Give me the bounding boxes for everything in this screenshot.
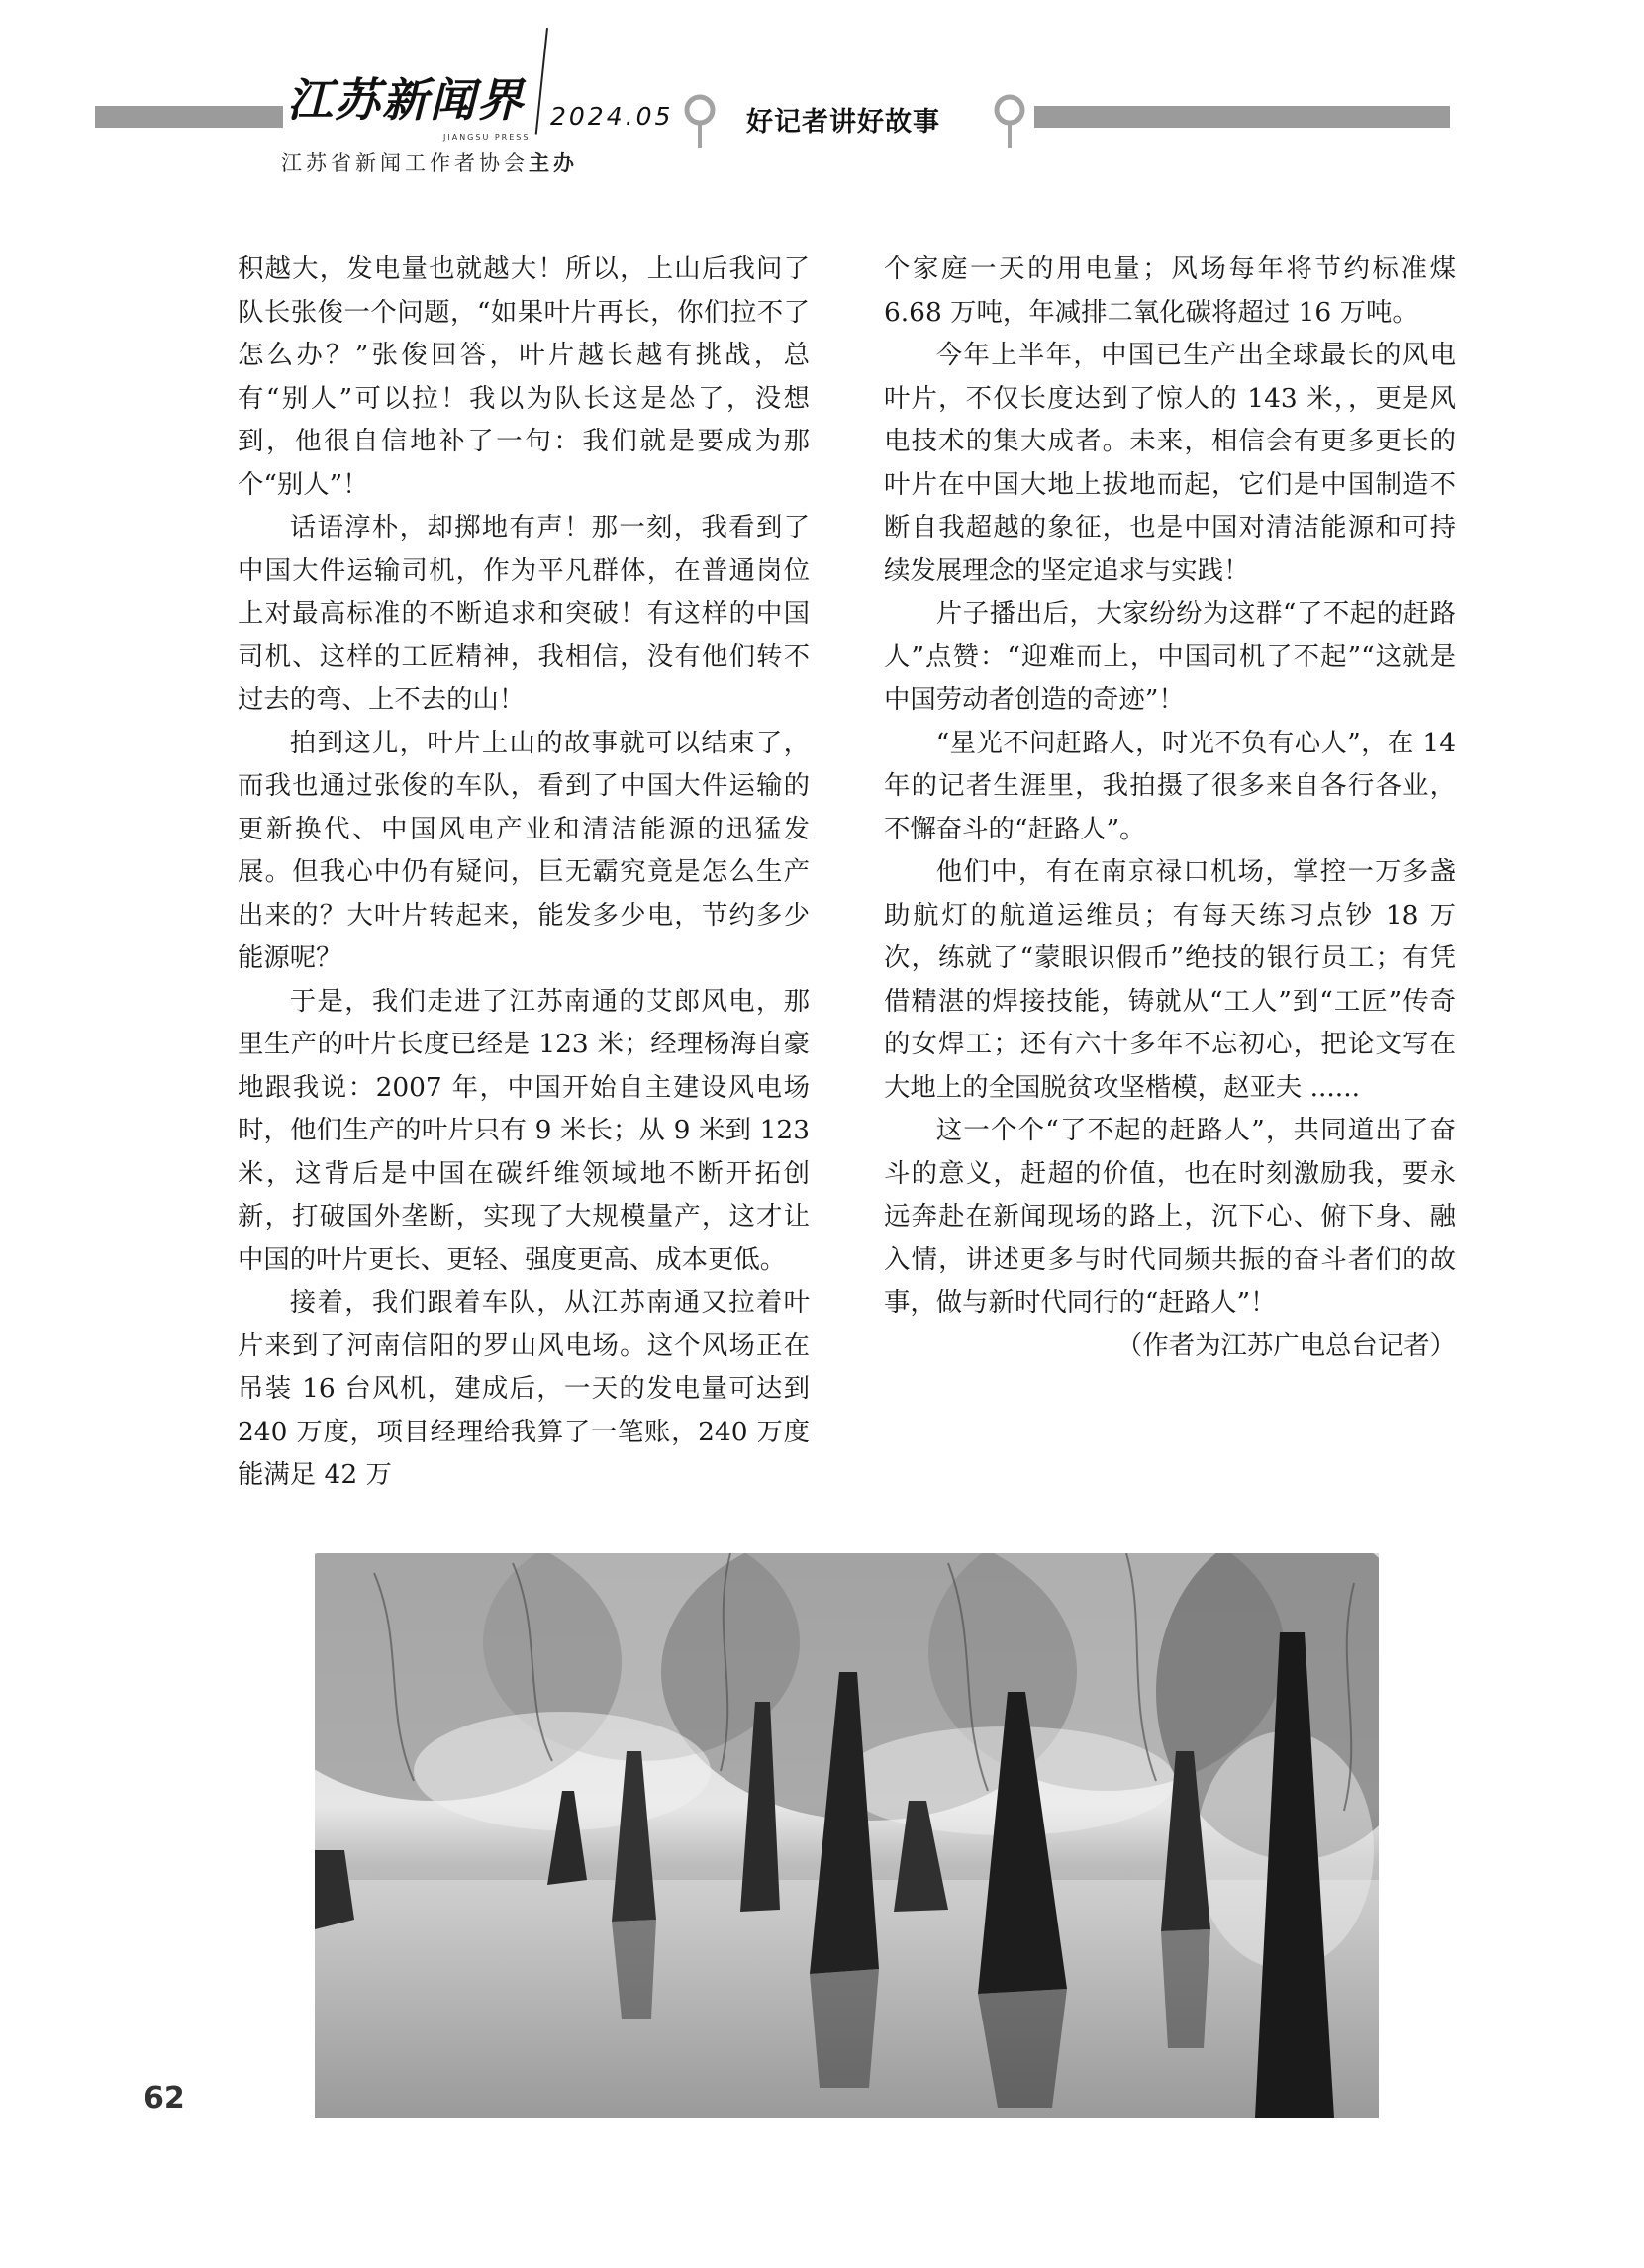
masthead-title: 江苏新闻界: [287, 73, 525, 127]
location-pin-icon: [683, 93, 717, 150]
issue-date: 2024.05: [550, 102, 674, 131]
header-bar-left: [95, 106, 283, 128]
paragraph: 拍到这儿，叶片上山的故事就可以结束了，而我也通过张俊的车队，看到了中国大件运输的更新换代、中国风电产业和清洁能源的迅猛发展。但我心中仍有疑问，巨无霸究竟是怎么生产出来的？大叶片转起来，能发多少电，节约多少能源呢？: [238, 727, 810, 973]
masthead-press: JIANGSU PRESS: [443, 133, 531, 142]
paragraph: 接着，我们跟着车队，从江苏南通又拉着叶片来到了河南信阳的罗山风电场。这个风场正在吊装 16 台风机，建成后，一天的发电量可达到 240 万度，项目经理给我算了一笔账，240 万度能满足 42 万: [238, 1287, 810, 1490]
paragraph: 片子播出后，大家纷纷为这群“了不起的赶路人”点赞：“迎难而上，中国司机了不起”“这就是中国劳动者创造的奇迹”！: [884, 598, 1456, 715]
cypress-trees-photo: [315, 1553, 1379, 2118]
location-pin-icon: [993, 93, 1026, 150]
header-bar-right: [1034, 106, 1450, 128]
column-title: 好记者讲好故事: [746, 107, 940, 138]
paragraph: 话语淳朴，却掷地有声！那一刻，我看到了中国大件运输司机，作为平凡群体，在普通岗位上对最高标准的不断追求和突破！有这样的中国司机、这样的工匠精神，我相信，没有他们转不过去的弯、上不去的山！: [238, 512, 810, 715]
paragraph: 今年上半年，中国已生产出全球最长的风电叶片，不仅长度达到了惊人的 143 米，，更是风电技术的集大成者。未来，相信会有更多更长的叶片在中国大地上拔地而起，它们是中国制造不断自我超越的象征，也是中国对清洁能源和可持续发展理念的坚定追求与实践！: [884, 340, 1456, 586]
paragraph: 于是，我们走进了江苏南通的艾郎风电，那里生产的叶片长度已经是 123 米；经理杨海自豪地跟我说：2007 年，中国开始自主建设风电场时，他们生产的叶片只有 9 米长；从 9 米到 123 米，这背后是中国在碳纤维领域地不断开拓创新，打破国外垄断，实现了大规模量产，这才让中国的叶片更长、更轻、强度更高、成本更低。: [238, 985, 810, 1275]
sponsor-line: [281, 148, 578, 177]
paragraph: 这一个个“了不起的赶路人”，共同道出了奋斗的意义，赶超的价值，也在时刻激励我，要永远奔赴在新闻现场的路上，沉下心、俯下身、融入情，讲述更多与时代同频共振的奋斗者们的故事，做与新时代同行的“赶路人”！: [884, 1115, 1456, 1318]
author-byline: （作者为江苏广电总台记者）: [1115, 1330, 1456, 1361]
paragraph: 他们中，有在南京禄口机场，掌控一万多盏助航灯的航道运维员；有每天练习点钞 18 万次，练就了“蒙眼识假币”绝技的银行员工；有凭借精湛的焊接技能，铸就从“工人”到“工匠”传奇的女焊工；还有六十多年不忘初心，把论文写在大地上的全国脱贫攻坚楷模，赵亚夫 ......: [884, 856, 1456, 1103]
sponsor-name: 江苏省新闻工作者协会: [281, 151, 529, 175]
sponsor-suffix: 主办: [529, 151, 578, 175]
masthead-divider: [535, 28, 548, 135]
paragraph: 积越大，发电量也就越大！所以，上山后我问了队长张俊一个问题，“如果叶片再长，你们拉不了怎么办？”张俊回答，叶片越长越有挑战，总有“别人”可以拉！我以为队长这是怂了，没想到，他很自信地补了一句：我们就是要成为那个“别人”！: [238, 253, 810, 500]
paragraph: “星光不问赶路人，时光不负有心人”，在 14 年的记者生涯里，我拍摄了很多来自各行各业，不懈奋斗的“赶路人”。: [884, 727, 1456, 844]
paragraph: 个家庭一天的用电量；风场每年将节约标准煤 6.68 万吨，年减排二氧化碳将超过 16 万吨。: [884, 253, 1456, 328]
article-column-left: [238, 247, 810, 1497]
article-column-right: [884, 247, 1456, 1367]
page-number: 62: [144, 2081, 185, 2116]
